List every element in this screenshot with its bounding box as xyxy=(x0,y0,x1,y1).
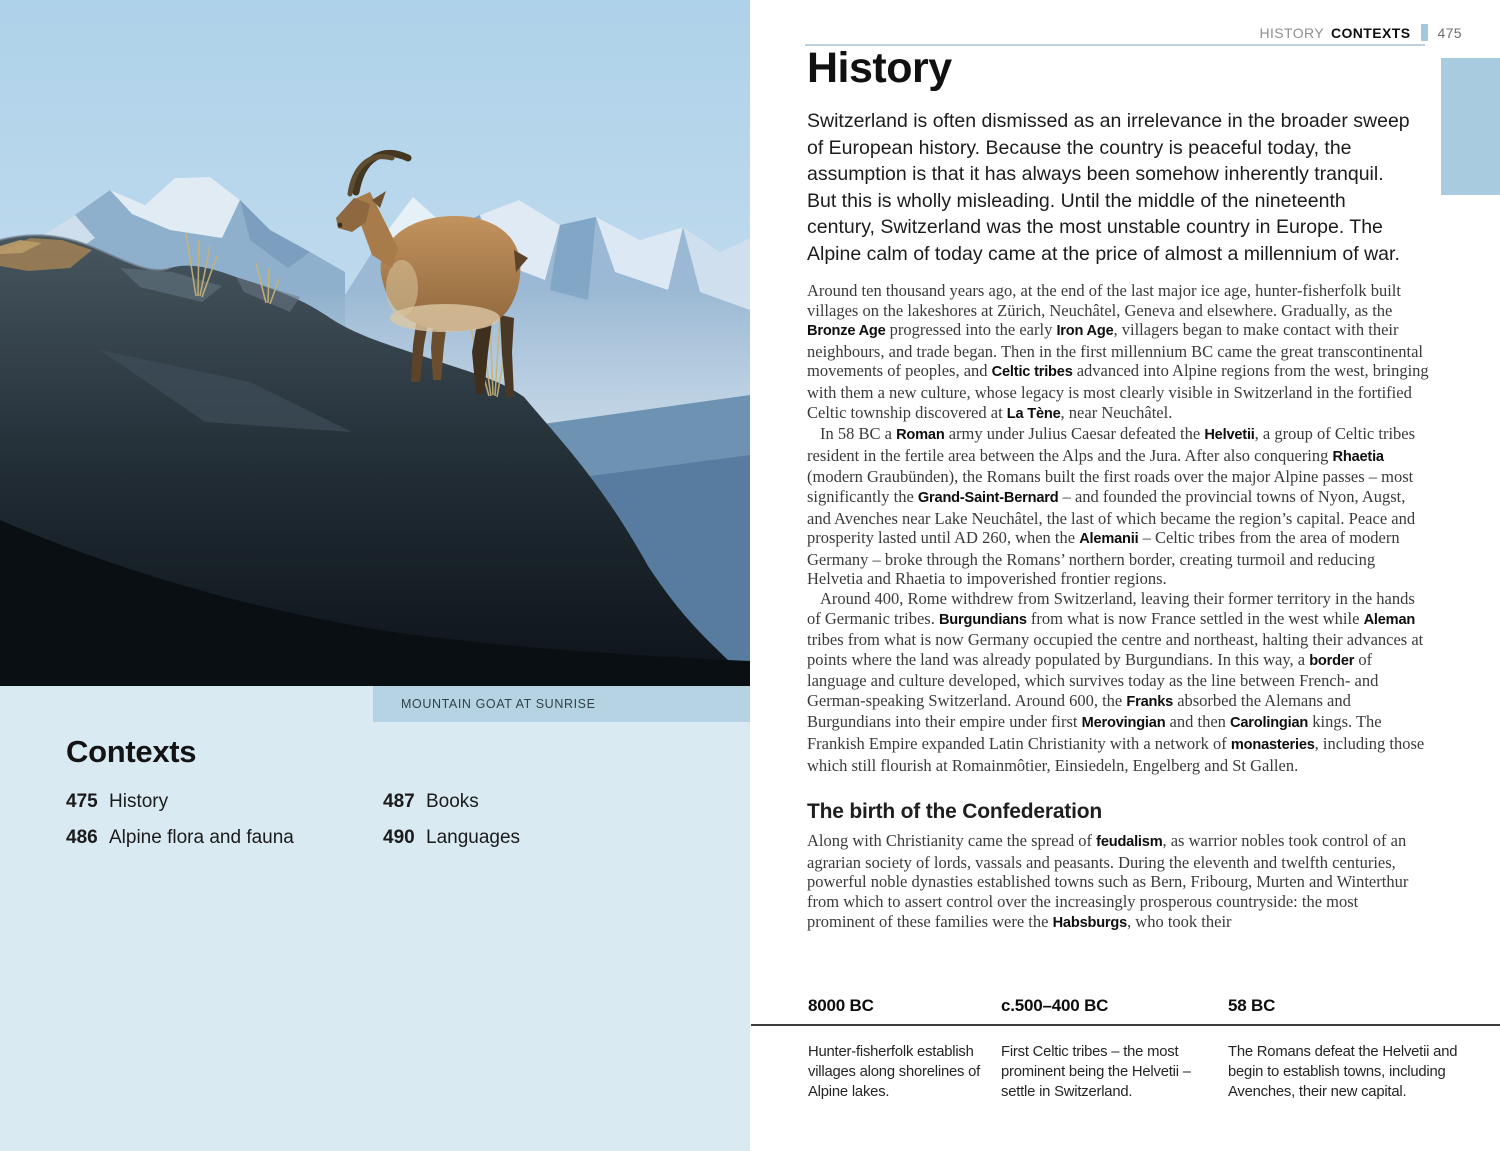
timeline-text: First Celtic tribes – the most prominent being the Helvetii – settle in Switzerland. xyxy=(1001,1044,1191,1100)
timeline-date: 58 BC xyxy=(1228,996,1276,1015)
timeline-item-8000bc xyxy=(808,996,993,1102)
paragraph-romans: In 58 BC a Roman army under Julius Caesar defeated the Helvetii, a group of Celtic tribes resident in the fertile area between the Alps and the Jura. After also conquering Rhaetia (modern Graubünden), the Romans built the first roads over the major Alpine passes – most significantly the Grand-Saint-Bernard – and founded the provincial towns of Nyon, Augst, and Avenches near Lake Neuchâtel, the last of which became the region’s capital. Peace and prosperity lasted until AD 260, when the Alemanii – Celtic tribes from the area of modern Germany – broke through the Romans’ northern border, creating turmoil and reducing Helvetia and Rhaetia to impoverished frontier regions. xyxy=(807,424,1416,589)
timeline-item-500-400bc xyxy=(1001,996,1223,1102)
article-title: History xyxy=(807,44,952,92)
contexts-title: Contexts xyxy=(66,734,197,769)
header-separator-bar xyxy=(1421,24,1428,41)
photo-caption: MOUNTAIN GOAT AT SUNRISE xyxy=(373,686,750,722)
toc-page-number: 487 xyxy=(383,791,415,812)
right-page xyxy=(750,0,1500,1151)
timeline-date: c.500–400 BC xyxy=(1001,996,1109,1015)
running-head-book: CONTEXTS xyxy=(1331,25,1411,41)
page-number: 475 xyxy=(1437,25,1462,41)
timeline-item-58bc xyxy=(1228,996,1468,1102)
toc-entry-books xyxy=(383,791,520,813)
toc-entry-history xyxy=(66,791,383,813)
toc-label: Books xyxy=(426,791,479,812)
timeline xyxy=(750,995,1500,1151)
mountain-goat-illustration xyxy=(0,0,750,686)
contexts-panel xyxy=(66,734,706,863)
toc-entry-languages xyxy=(383,827,520,849)
toc-label: Alpine flora and fauna xyxy=(109,827,294,848)
history-article xyxy=(807,44,1430,933)
page-header xyxy=(1259,24,1462,41)
running-head-section: HISTORY xyxy=(1259,25,1324,41)
toc-column-2 xyxy=(383,791,520,863)
toc-entry-alpine-flora-and-fauna xyxy=(66,827,383,849)
toc-page-number: 475 xyxy=(66,791,98,812)
timeline-date: 8000 BC xyxy=(808,996,874,1015)
photo-mountain-goat-at-sunrise xyxy=(0,0,750,686)
paragraph-germanic-tribes: Around 400, Rome withdrew from Switzerland, leaving their former territory in the hands of Germanic tribes. Burgundians from what is now France settled in the west while Aleman tribes from what is now Germany occupied the centre and northeast, halting their advances at points where the land was already populated by Burgundians. In this way, a border of language and culture developed, which survives today as the line between French- and German-speaking Switzerland. Around 600, the Franks absorbed the Alemans and Burgundians into their empire under first Merovingian and then Carolingian kings. The Frankish Empire expanded Latin Christianity with a network of monasteries, including those which still flourish at Romainmôtier, Einsiedeln, Engelberg and St Gallen. xyxy=(807,588,1425,775)
timeline-text: The Romans defeat the Helvetii and begin to establish towns, including Avenches, their new capital. xyxy=(1228,1044,1458,1100)
toc-label: History xyxy=(109,791,169,812)
toc-label: Languages xyxy=(426,827,521,848)
paragraph-prehistory: Around ten thousand years ago, at the end of the last major ice age, hunter-fisherfolk built villages on the lakeshores at Zürich, Neuchâtel, Geneva and elsewhere. Gradually, as the Bronze Age progressed into the early Iron Age, villagers began to make contact with their neighbours, and trade began. Then in the first millennium BC came the great transcontinental movements of peoples, and Celtic tribes advanced into Alpine regions from the west, bringing with them a new culture, whose legacy is most clearly visible in Switzerland in the fortified Celtic township discovered at La Tène, near Neuchâtel. xyxy=(807,281,1429,422)
chapter-edge-tab xyxy=(1441,58,1500,195)
article-intro: Switzerland is often dismissed as an irrelevance in the broader sweep of European history. Because the country is peaceful today, the assumption is that it has always been somehow inherently tranquil. But this is wholly misleading. Until the middle of the nineteenth century, Switzerland was the most unstable country in Europe. The Alpine calm of today came at the price of almost a millennium of war. xyxy=(807,110,1410,265)
contexts-toc xyxy=(66,791,706,863)
paragraph-feudalism: Along with Christianity came the spread of feudalism, as warrior nobles took control of an agrarian society of lords, vassals and peasants. During the eleventh and twelfth centuries, powerful noble dynasties established towns such as Bern, Fribourg, Murten and Winterthur from which to assert control over the increasingly prosperous countryside: the most prominent of these families were the Habsburgs, who took their xyxy=(807,831,1409,931)
toc-page-number: 486 xyxy=(66,827,98,848)
article-body xyxy=(807,281,1430,775)
timeline-text: Hunter-fisherfolk establish villages along shorelines of Alpine lakes. xyxy=(808,1044,981,1100)
toc-page-number: 490 xyxy=(383,827,415,848)
subsection-heading: The birth of the Confederation xyxy=(807,800,1102,824)
toc-column-1 xyxy=(66,791,383,863)
subsection-body xyxy=(807,831,1430,933)
